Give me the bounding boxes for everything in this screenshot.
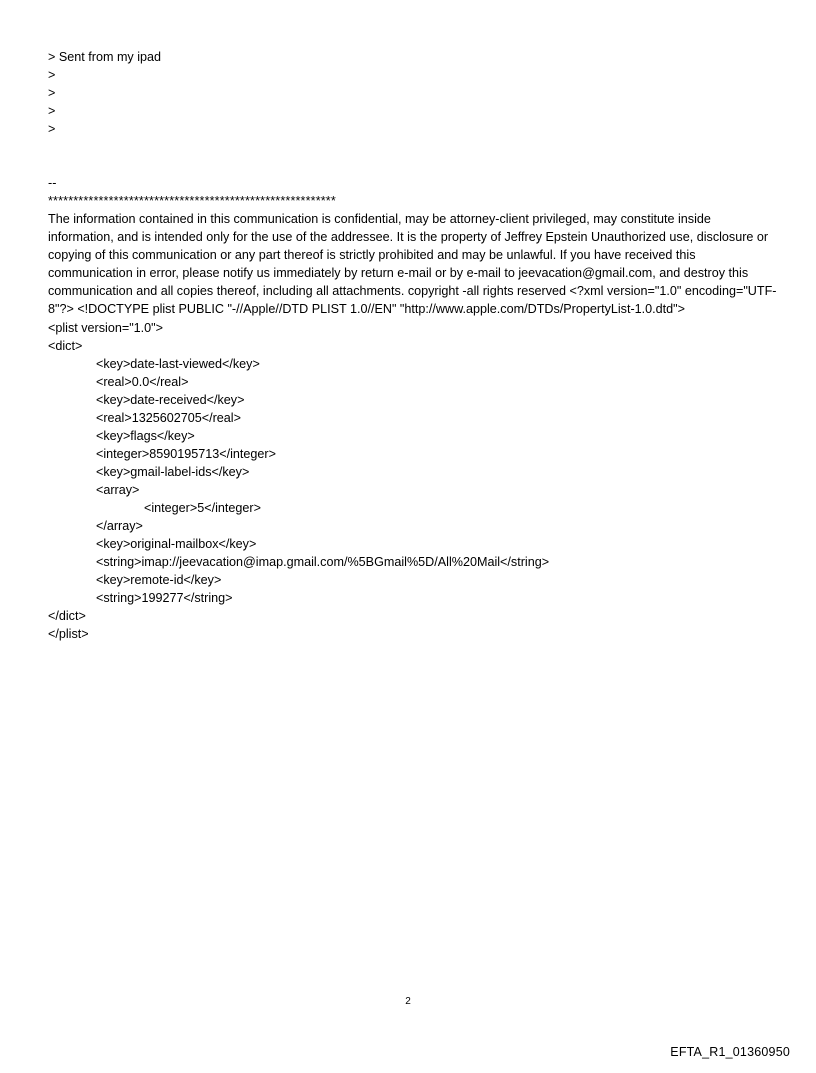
- plist-entry: <key>date-received</key>: [96, 392, 245, 407]
- plist-array-item: <integer>5</integer>: [144, 500, 261, 515]
- plist-entry: <real>0.0</real>: [96, 374, 189, 389]
- plist-entry: <string>imap://jeevacation@imap.gmail.com/%5BGmail%5D/All%20Mail</string>: [96, 554, 550, 569]
- plist-entry: <array>: [96, 482, 140, 497]
- plist-entry: <real>1325602705</real>: [96, 410, 241, 425]
- stars-divider: *********************************************************: [48, 194, 336, 208]
- document-id: EFTA_R1_01360950: [670, 1045, 790, 1059]
- quote-line: >: [48, 122, 56, 136]
- quote-line: >: [48, 68, 56, 82]
- dict-close-tag: </dict>: [48, 608, 86, 623]
- plist-entry: </array>: [96, 518, 143, 533]
- dict-open-tag: <dict>: [48, 338, 83, 353]
- plist-entry: <integer>8590195713</integer>: [96, 446, 276, 461]
- quote-line: >: [48, 104, 56, 118]
- plist-close-tag: </plist>: [48, 626, 89, 641]
- quote-line: > Sent from my ipad: [48, 50, 162, 64]
- signature-separator: --: [48, 176, 57, 190]
- plist-entry: <key>original-mailbox</key>: [96, 536, 257, 551]
- plist-entry: <key>flags</key>: [96, 428, 195, 443]
- spacer: [48, 138, 778, 174]
- plist-entry: <key>gmail-label-ids</key>: [96, 464, 250, 479]
- plist-open-tag: <plist version="1.0">: [48, 320, 164, 335]
- email-body: [48, 48, 778, 643]
- plist-entry: <key>remote-id</key>: [96, 572, 222, 587]
- quote-line: >: [48, 86, 56, 100]
- confidentiality-disclaimer: The information contained in this communication is confidential, may be attorney-client privileged, may constitute inside information, and is intended only for the use of the addressee. It is the property of Jeffrey Epstein Unauthorized use, disclosure or copying of this communication or any part thereof is strictly prohibited and may be unlawful. If you have received this communication in error, please notify us immediately by return e-mail or by e-mail to jeevacation@gmail.com, and destroy this communication and all copies thereof, including all attachments. copyright -all rights reserved <?xml version="1.0" encoding="UTF-8"?> <!DOCTYPE plist PUBLIC "-//Apple//DTD PLIST 1.0//EN" "http://www.apple.com/DTDs/PropertyList-1.0.dtd">: [48, 212, 777, 317]
- plist-entry: <string>199277</string>: [96, 590, 233, 605]
- page-number: 2: [405, 996, 411, 1007]
- plist-entry: <key>date-last-viewed</key>: [96, 356, 260, 371]
